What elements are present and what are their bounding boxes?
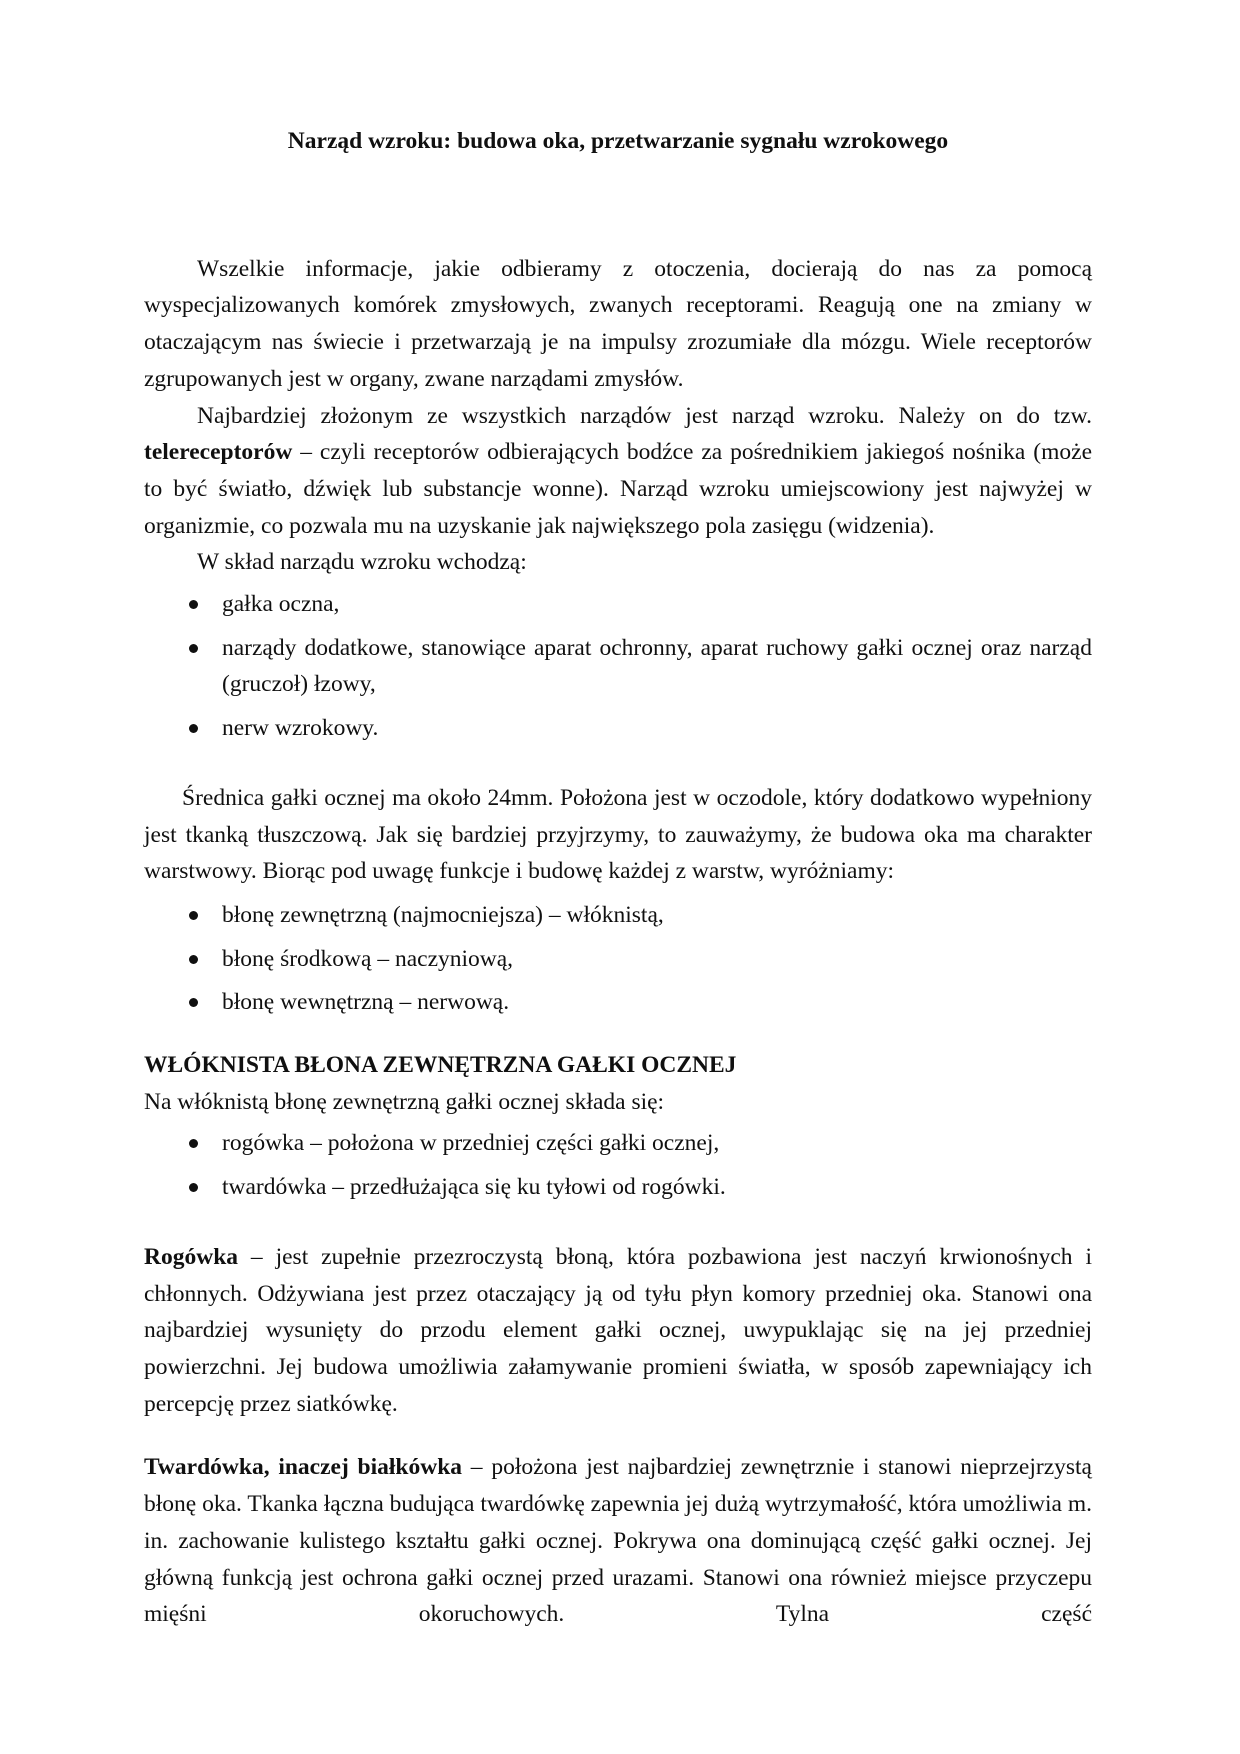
document-title: Narząd wzroku: budowa oka, przetwarzanie sygnału wzrokowego	[287, 128, 949, 154]
paragraph-sclera	[144, 1449, 1092, 1633]
sclera-term-bold: Twardówka, inaczej białkówka	[144, 1454, 463, 1481]
list-item-label: nerw wzrokowy.	[222, 715, 379, 742]
sclera-text: – położona jest najbardziej zewnętrznie i stanowi nieprzejrzystą błonę oka. Tkanka łączna budująca twardówkę zapewnia jej dużą wytrzymałość, która umożliwia m. in. zachowanie kulistego kształtu gałki ocznej. Pokrywa ona dominującą część gałki ocznej. Jej główną funkcją jest ochrona gałki ocznej przed urazami. Stanowi ona również miejsce przyczepu mięśni okoruchowych. Tylna część	[144, 1454, 1092, 1628]
list-item	[144, 1169, 1092, 1206]
bullet-list-eye-layers	[144, 897, 1092, 1021]
paragraph-cornea	[144, 1239, 1092, 1423]
cornea-text: – jest zupełnie przezroczystą błoną, która pozbawiona jest naczyń krwionośnych i chłonnych. Odżywiana jest przez otaczający ją od tyłu płyn komory przedniej oka. Stanowi ona najbardziej wysunięty do przodu element gałki ocznej, uwypuklając się na jej przedniej powierzchni. Jej budowa umożliwia załamywanie promieni światła, w sposób zapewniający ich percepcję przez siatkówkę.	[144, 1243, 1092, 1417]
bullet-icon	[189, 955, 198, 964]
bullet-list-eye-components	[144, 586, 1092, 747]
telereceptors-text-pre: Najbardziej złożonym ze wszystkich narządów jest narząd wzroku. Należy on do tzw.	[197, 402, 1092, 429]
list-item-label: rogówka – położona w przedniej części gałki ocznej,	[222, 1130, 720, 1157]
bullet-icon	[189, 1183, 198, 1192]
list-item	[144, 1125, 1092, 1162]
bullet-icon	[189, 724, 198, 733]
telereceptors-term-bold: telereceptorów	[144, 439, 293, 466]
bullet-list-fibrous-layer-parts	[144, 1125, 1092, 1205]
bullet-icon	[189, 644, 198, 653]
list-item	[144, 630, 1092, 703]
paragraph-section-lead: Na włóknistą błonę zewnętrzną gałki ocznej składa się:	[144, 1088, 665, 1115]
paragraph-components-lead: W skład narządu wzroku wchodzą:	[197, 549, 527, 576]
list-item-label: gałka oczna,	[222, 591, 340, 618]
bullet-icon	[189, 600, 198, 609]
section-heading-fibrous-layer: WŁÓKNISTA BŁONA ZEWNĘTRZNA GAŁKI OCZNEJ	[144, 1052, 737, 1079]
list-item	[144, 897, 1092, 934]
paragraph-eyeball-diameter: Średnica gałki ocznej ma około 24mm. Położona jest w oczodole, który dodatkowo wypełniony jest tkanką tłuszczową. Jak się bardziej przyjrzymy, to zauważymy, że budowa oka ma charakter warstwowy. Biorąc pod uwagę funkcje i budowę każdej z warstw, wyróżniamy:	[144, 784, 1092, 885]
list-item	[144, 941, 1092, 978]
cornea-term-bold: Rogówka	[144, 1243, 239, 1270]
list-item	[144, 710, 1092, 747]
list-item-label: narządy dodatkowe, stanowiące aparat ochronny, aparat ruchowy gałki ocznej oraz narząd (gruczoł) łzowy,	[222, 634, 1092, 698]
list-item-label: błonę zewnętrzną (najmocniejsza) – włóknistą,	[222, 901, 664, 928]
list-item	[144, 586, 1092, 623]
paragraph-telereceptors	[144, 398, 1092, 545]
list-item-label: twardówka – przedłużająca się ku tyłowi od rogówki.	[222, 1174, 726, 1201]
document-content	[144, 0, 1092, 1633]
list-item-label: błonę wewnętrzną – nerwową.	[222, 989, 510, 1016]
bullet-icon	[189, 998, 198, 1007]
telereceptors-text-post: – czyli receptorów odbierających bodźce za pośrednikiem jakiegoś nośnika (może to być światło, dźwięk lub substancje wonne). Narząd wzroku umiejscowiony jest najwyżej w organizmie, co pozwala mu na uzyskanie jak największego pola zasięgu (widzenia).	[144, 439, 1092, 539]
list-item-label: błonę środkową – naczyniową,	[222, 945, 514, 972]
list-item	[144, 984, 1092, 1021]
bullet-icon	[189, 1139, 198, 1148]
bullet-icon	[189, 911, 198, 920]
paragraph-intro: Wszelkie informacje, jakie odbieramy z otoczenia, docierają do nas za pomocą wyspecjalizowanych komórek zmysłowych, zwanych receptorami. Reagują one na zmiany w otaczającym nas świecie i przetwarzają je na impulsy zrozumiałe dla mózgu. Wiele receptorów zgrupowanych jest w organy, zwane narządami zmysłów.	[144, 255, 1092, 392]
